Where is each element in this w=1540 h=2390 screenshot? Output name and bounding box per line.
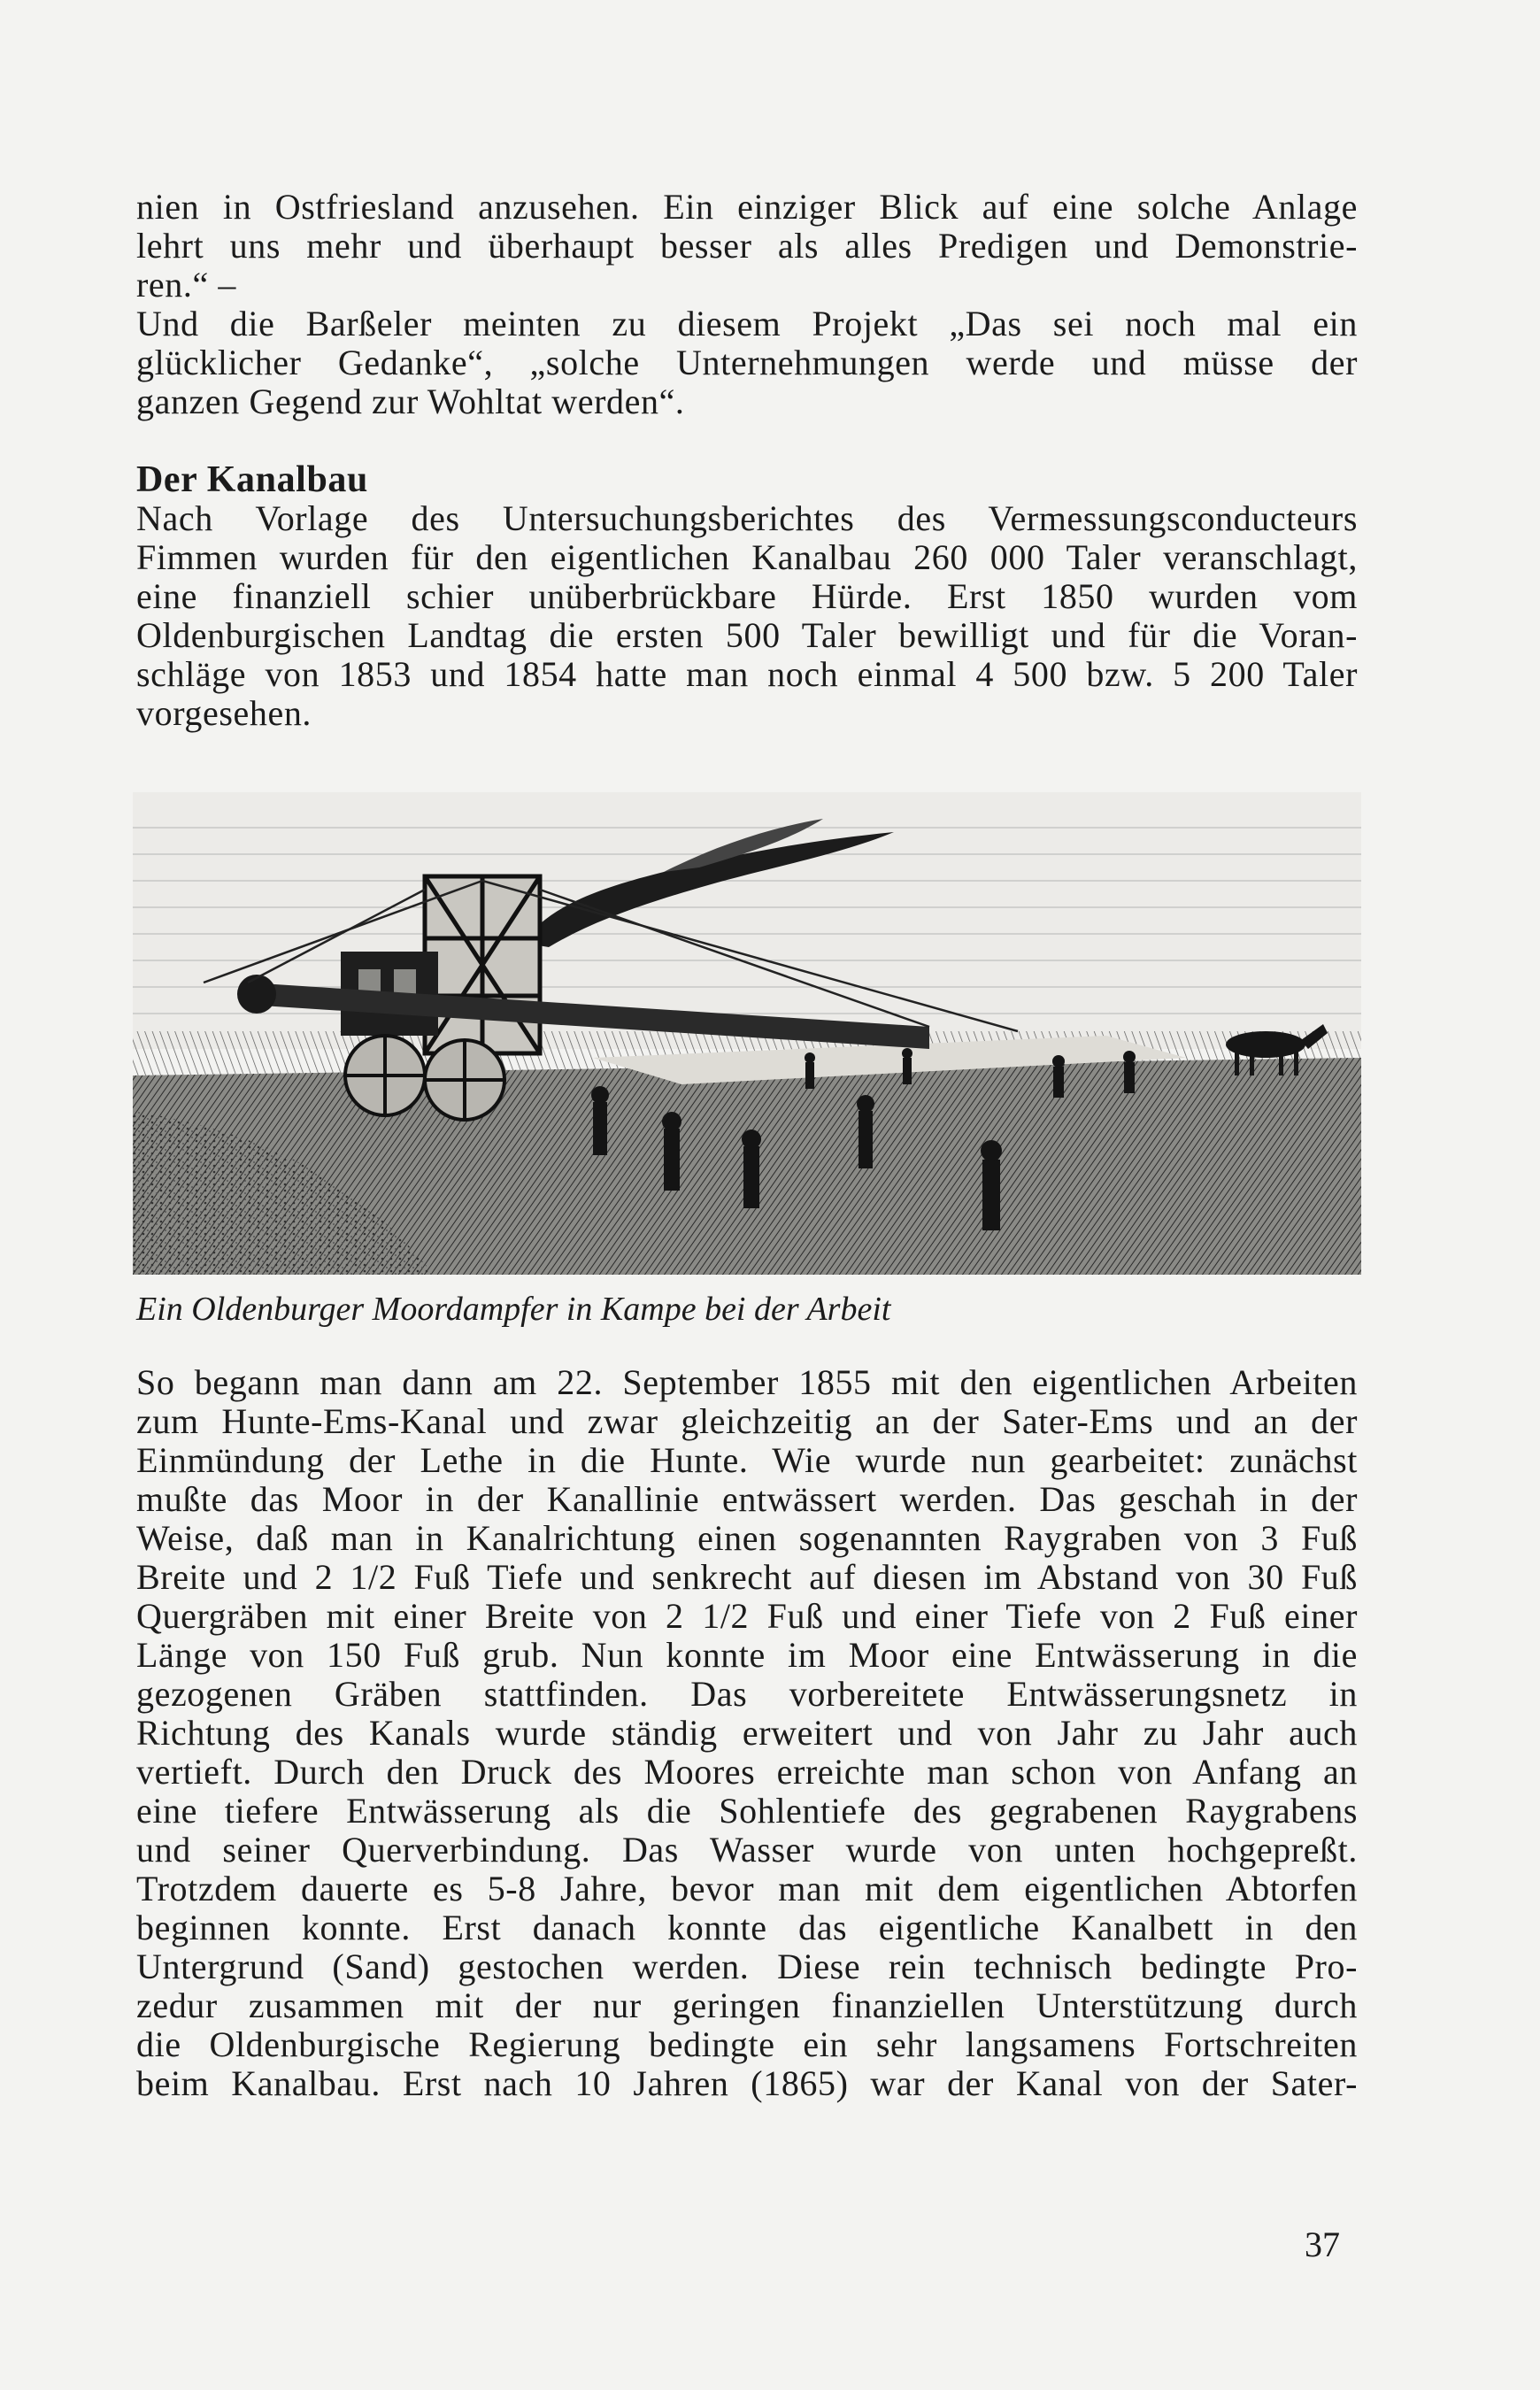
text-line: Fimmen wurden für den eigentlichen Kanalbau 260 000 Taler veranschlagt, (136, 537, 1358, 577)
page-number: 37 (1305, 2224, 1340, 2264)
text-line: Untergrund (Sand) gestochen werden. Diese rein technisch bedingte Pro- (136, 1947, 1358, 1986)
text-line: Länge von 150 Fuß grub. Nun konnte im Moor eine Entwässerung in die (136, 1635, 1358, 1675)
text-line: nien in Ostfriesland anzusehen. Ein einziger Blick auf eine solche Anlage (136, 187, 1358, 227)
text-line: zedur zusammen mit der nur geringen finanziellen Unterstützung durch (136, 1985, 1358, 2025)
text-line: Und die Barßeler meinten zu diesem Projekt „Das sei noch mal ein (136, 304, 1358, 343)
text-line: eine tiefere Entwässerung als die Sohlentiefe des gegrabenen Raygrabens (136, 1791, 1358, 1831)
text-line: Quergräben mit einer Breite von 2 1/2 Fuß und einer Tiefe von 2 Fuß einer (136, 1596, 1358, 1636)
text-line: Breite und 2 1/2 Fuß Tiefe und senkrecht auf diesen im Abstand von 30 Fuß (136, 1557, 1358, 1597)
text-line: schläge von 1853 und 1854 hatte man noch einmal 4 500 bzw. 5 200 Taler (136, 654, 1358, 694)
bottom-paragraph (136, 1363, 1358, 2103)
text-line: beim Kanalbau. Erst nach 10 Jahren (1865) war der Kanal von der Sater- (136, 2063, 1358, 2103)
text-line: und seiner Querverbindung. Das Wasser wurde von unten hochgepreßt. (136, 1830, 1358, 1870)
section-heading: Der Kanalbau (136, 459, 368, 500)
text-line: Nach Vorlage des Untersuchungsberichtes des Vermessungsconducteurs (136, 498, 1358, 538)
top-paragraph (136, 188, 1358, 421)
text-line: Weise, daß man in Kanalrichtung einen sogenannten Raygraben von 3 Fuß (136, 1518, 1358, 1558)
figure-caption: Ein Oldenburger Moordampfer in Kampe bei der Arbeit (136, 1291, 891, 1328)
text-line: lehrt uns mehr und überhaupt besser als alles Predigen und Demonstrie- (136, 226, 1358, 266)
moordampfer-engraving (133, 792, 1361, 1275)
text-line: ren.“ – (136, 265, 237, 305)
text-line: Trotzdem dauerte es 5-8 Jahre, bevor man mit dem eigentlichen Abtorfen (136, 1869, 1358, 1908)
text-line: vorgesehen. (136, 693, 312, 733)
text-line: So begann man dann am 22. September 1855 mit den eigentlichen Arbeiten (136, 1362, 1358, 1402)
text-line: glücklicher Gedanke“, „solche Unternehmungen werde und müsse der (136, 343, 1358, 382)
text-line: zum Hunte-Ems-Kanal und zwar gleichzeitig an der Sater-Ems und an der (136, 1401, 1358, 1441)
text-line: eine finanziell schier unüberbrückbare Hürde. Erst 1850 wurden vom (136, 576, 1358, 616)
text-line: Einmündung der Lethe in die Hunte. Wie wurde nun gearbeitet: zunächst (136, 1440, 1358, 1480)
text-line: die Oldenburgische Regierung bedingte ein sehr langsamens Fortschreiten (136, 2024, 1358, 2064)
text-line: vertieft. Durch den Druck des Moores erreichte man schon von Anfang an (136, 1752, 1358, 1792)
text-line: Richtung des Kanals wurde ständig erweitert und von Jahr zu Jahr auch (136, 1713, 1358, 1753)
section-kanalbau (136, 460, 1358, 733)
text-line: beginnen konnte. Erst danach konnte das eigentliche Kanalbett in den (136, 1908, 1358, 1947)
text-line: mußte das Moor in der Kanallinie entwässert werden. Das geschah in der (136, 1479, 1358, 1519)
text-line: Oldenburgischen Landtag die ersten 500 Taler bewilligt und für die Voran- (136, 615, 1358, 655)
text-line: gezogenen Gräben stattfinden. Das vorbereitete Entwässerungsnetz in (136, 1674, 1358, 1714)
text-line: ganzen Gegend zur Wohltat werden“. (136, 382, 685, 421)
